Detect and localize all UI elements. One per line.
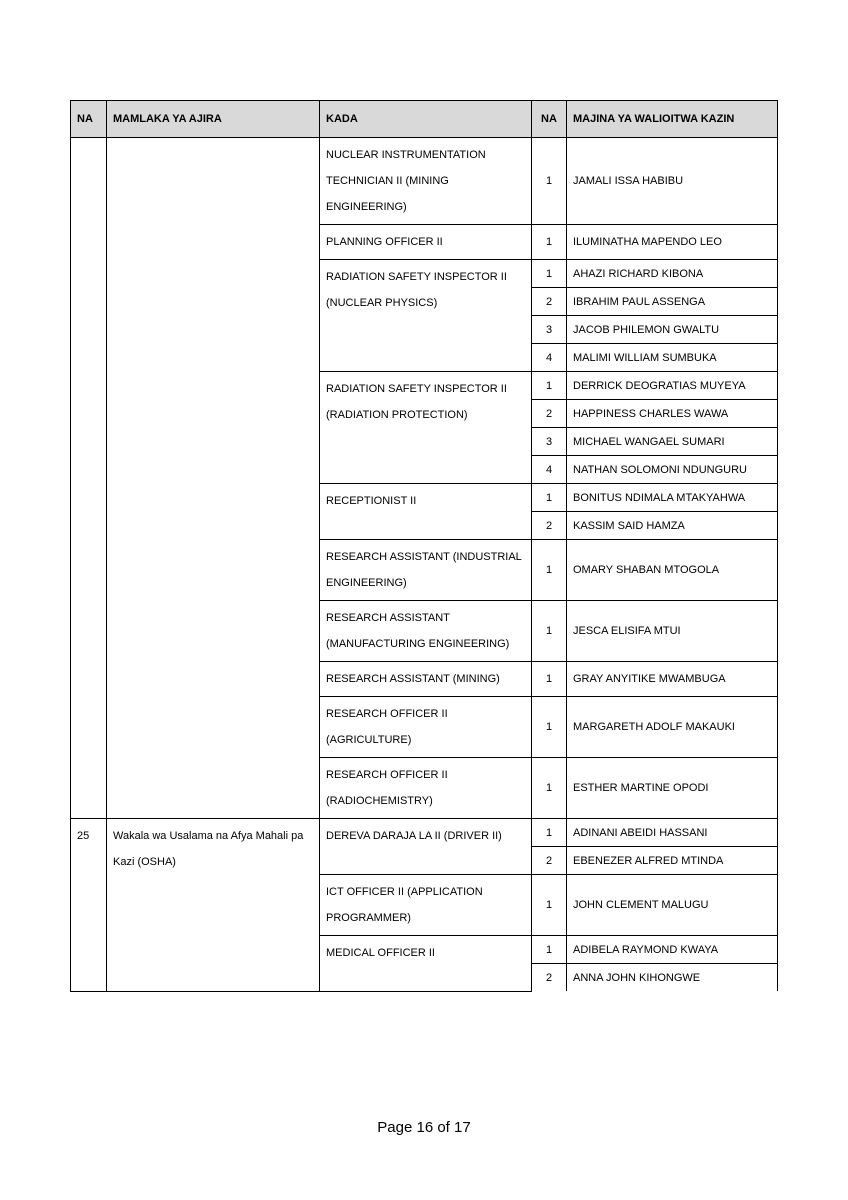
table-row (71, 138, 778, 225)
person-number: 1 (532, 484, 567, 512)
table-row (71, 819, 778, 847)
person-number: 3 (532, 428, 567, 456)
person-number: 4 (532, 344, 567, 372)
table-body (71, 138, 778, 992)
kada-cell: RESEARCH OFFICER II (RADIOCHEMISTRY) (320, 758, 532, 819)
group-na: 25 (71, 819, 107, 992)
kada-cell: RESEARCH ASSISTANT (MINING) (320, 662, 532, 697)
person-name: OMARY SHABAN MTOGOLA (567, 540, 778, 601)
person-number: 2 (532, 964, 567, 992)
person-name: ESTHER MARTINE OPODI (567, 758, 778, 819)
person-name: AHAZI RICHARD KIBONA (567, 260, 778, 288)
kada-cell: RECEPTIONIST II (320, 484, 532, 540)
person-number: 1 (532, 138, 567, 225)
header-mamlaka: MAMLAKA YA AJIRA (107, 101, 320, 138)
kada-cell: DEREVA DARAJA LA II (DRIVER II) (320, 819, 532, 875)
person-number: 1 (532, 758, 567, 819)
person-name: JOHN CLEMENT MALUGU (567, 875, 778, 936)
person-name: DERRICK DEOGRATIAS MUYEYA (567, 372, 778, 400)
kada-cell: NUCLEAR INSTRUMENTATION TECHNICIAN II (MINING ENGINEERING) (320, 138, 532, 225)
appointments-table (70, 100, 778, 992)
header-majina: MAJINA YA WALIOITWA KAZIN (567, 101, 778, 138)
kada-cell: PLANNING OFFICER II (320, 225, 532, 260)
mamlaka-cell (107, 138, 320, 819)
person-number: 4 (532, 456, 567, 484)
person-number: 2 (532, 847, 567, 875)
person-name: ADIBELA RAYMOND KWAYA (567, 936, 778, 964)
person-name: MICHAEL WANGAEL SUMARI (567, 428, 778, 456)
person-number: 1 (532, 936, 567, 964)
person-number: 1 (532, 225, 567, 260)
person-name: NATHAN SOLOMONI NDUNGURU (567, 456, 778, 484)
kada-cell: ICT OFFICER II (APPLICATION PROGRAMMER) (320, 875, 532, 936)
person-name: BONITUS NDIMALA MTAKYAHWA (567, 484, 778, 512)
person-name: JAMALI ISSA HABIBU (567, 138, 778, 225)
header-na-sub: NA (532, 101, 567, 138)
kada-cell: RESEARCH ASSISTANT (MANUFACTURING ENGINEERING) (320, 601, 532, 662)
person-name: EBENEZER ALFRED MTINDA (567, 847, 778, 875)
person-number: 1 (532, 372, 567, 400)
person-name: HAPPINESS CHARLES WAWA (567, 400, 778, 428)
person-name: ADINANI ABEIDI HASSANI (567, 819, 778, 847)
person-number: 1 (532, 601, 567, 662)
page-footer: Page 16 of 17 (377, 1119, 471, 1136)
person-name: JESCA ELISIFA MTUI (567, 601, 778, 662)
kada-cell: MEDICAL OFFICER II (320, 936, 532, 992)
person-number: 1 (532, 819, 567, 847)
person-number: 1 (532, 540, 567, 601)
person-number: 1 (532, 697, 567, 758)
person-name: MALIMI WILLIAM SUMBUKA (567, 344, 778, 372)
kada-cell: RADIATION SAFETY INSPECTOR II (RADIATION PROTECTION) (320, 372, 532, 484)
mamlaka-cell: Wakala wa Usalama na Afya Mahali pa Kazi (OSHA) (107, 819, 320, 992)
header-kada: KADA (320, 101, 532, 138)
kada-cell: RESEARCH OFFICER II (AGRICULTURE) (320, 697, 532, 758)
person-number: 2 (532, 512, 567, 540)
person-number: 3 (532, 316, 567, 344)
person-name: ILUMINATHA MAPENDO LEO (567, 225, 778, 260)
person-name: GRAY ANYITIKE MWAMBUGA (567, 662, 778, 697)
person-name: JACOB PHILEMON GWALTU (567, 316, 778, 344)
kada-cell: RESEARCH ASSISTANT (INDUSTRIAL ENGINEERING) (320, 540, 532, 601)
header-na: NA (71, 101, 107, 138)
person-name: IBRAHIM PAUL ASSENGA (567, 288, 778, 316)
person-number: 1 (532, 662, 567, 697)
person-number: 2 (532, 400, 567, 428)
person-number: 1 (532, 875, 567, 936)
person-name: ANNA JOHN KIHONGWE (567, 964, 778, 992)
person-name: MARGARETH ADOLF MAKAUKI (567, 697, 778, 758)
group-na (71, 138, 107, 819)
kada-cell: RADIATION SAFETY INSPECTOR II (NUCLEAR PHYSICS) (320, 260, 532, 372)
person-number: 2 (532, 288, 567, 316)
header-row (71, 101, 778, 138)
person-name: KASSIM SAID HAMZA (567, 512, 778, 540)
person-number: 1 (532, 260, 567, 288)
